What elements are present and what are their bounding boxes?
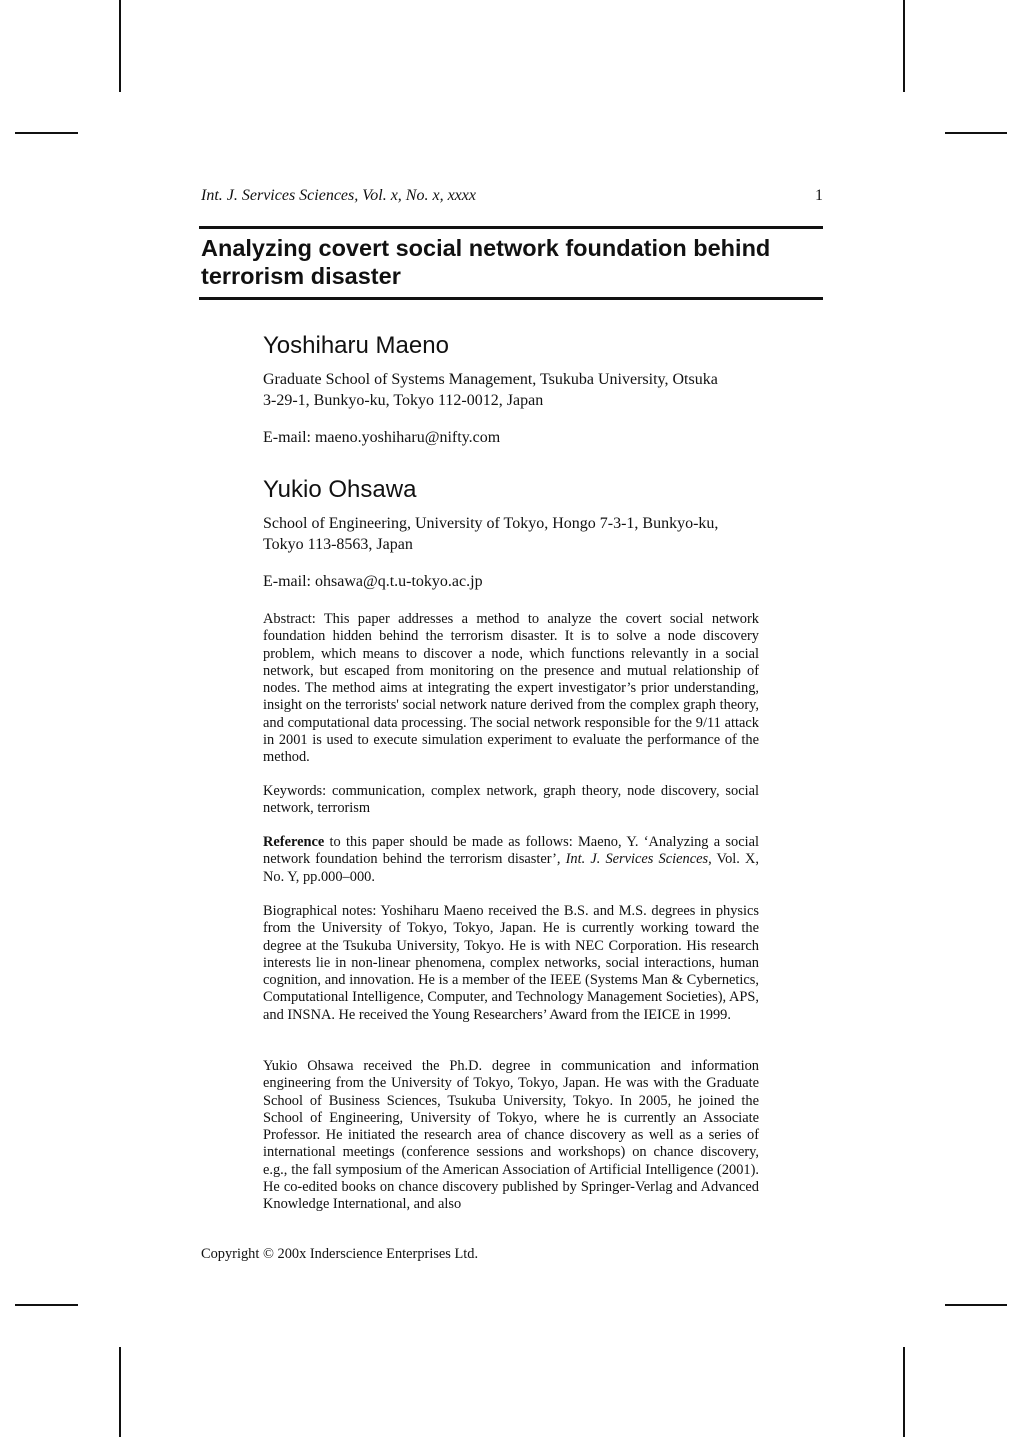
author-name: Yoshiharu Maeno [263, 332, 449, 359]
crop-mark-right-upper [945, 132, 1007, 134]
author-affiliation [263, 513, 759, 555]
affiliation-line-1: Graduate School of Systems Management, Tsukuba University, Otsuka [263, 371, 718, 388]
reference-label: Reference [263, 834, 325, 850]
biographical-notes-ohsawa: Yukio Ohsawa received the Ph.D. degree in communication and information engineering from the University of Tokyo, Tokyo, Japan. He was with the Graduate School of Business Sciences, Tsukuba University, Tokyo. In 2005, he joined the School of Engineering, University of Tokyo, where he is currently an Associate Professor. He initiated the research area of chance discovery as well as a series of international meetings (conference sessions and workshops) on chance discovery, e.g., the fall symposium of the American Association of Artificial Intelligence (2001). He co-edited books on chance discovery published by Springer-Verlag and Advanced Knowledge International, and also [263, 1058, 759, 1213]
running-head [201, 184, 823, 208]
author-block-1 [263, 331, 759, 448]
reference-journal: Int. J. Services Sciences [565, 851, 709, 868]
reference-text: to this paper should be made as follows: Maeno, Y. ‘Analyzing a social network foundation behind the terrorism disaster’, [263, 834, 759, 868]
crop-mark-top-right [903, 0, 905, 92]
reference-note [263, 834, 759, 886]
title-top-rule [199, 226, 823, 229]
author-email: E-mail: ohsawa@q.t.u-tokyo.ac.jp [263, 573, 483, 590]
crop-mark-right-lower [945, 1304, 1007, 1306]
crop-mark-top-left [119, 0, 121, 92]
crop-mark-left-upper [15, 132, 78, 134]
title-line-1: Analyzing covert social network foundation behind [201, 235, 771, 261]
copyright-notice: Copyright © 200x Inderscience Enterprises Ltd. [201, 1246, 479, 1262]
reference-volume: , Vol. X, No. Y, pp.000–000. [263, 851, 759, 885]
title-bottom-rule [199, 297, 823, 300]
biographical-notes-maeno: Biographical notes: Yoshiharu Maeno received the B.S. and M.S. degrees in physics from the University of Tokyo, Tokyo, Japan. He is currently working toward the degree at the Tsukuba University, Tokyo. He is with NEC Corporation. His research interests lie in non-linear phenomena, complex networks, social interactions, human cognition, and innovation. He is a member of the IEEE (Systems Man & Cybernetics, Computational Intelligence, Computer, and Technology Management Societies), APS, and INSNA. He received the Young Researchers’ Award from the IEICE in 1999. [263, 903, 759, 1023]
page-number: 1 [815, 187, 823, 204]
author-block-2 [263, 475, 759, 592]
affiliation-line-2: Tokyo 113-8563, Japan [263, 536, 413, 553]
crop-mark-bottom-left [119, 1347, 121, 1437]
journal-citation: Int. J. Services Sciences, Vol. x, No. x, xxxx [201, 187, 476, 204]
author-email: E-mail: maeno.yoshiharu@nifty.com [263, 429, 501, 446]
abstract: Abstract: This paper addresses a method to analyze the covert social network foundation hidden behind the terrorism disaster. It is to solve a node discovery problem, which means to discover a node, which functions relevantly in a social network, but escaped from monitoring on the presence and mutual relationship of nodes. The method aims at integrating the expert investigator’s prior understanding, insight on the terrorists' social network nature derived from the complex graph theory, and computational data processing. The social network responsible for the 9/11 attack in 2001 is used to execute simulation experiment to evaluate the performance of the method. [263, 611, 759, 766]
affiliation-line-2: 3-29-1, Bunkyo-ku, Tokyo 112-0012, Japan [263, 392, 544, 409]
keywords: Keywords: communication, complex network, graph theory, node discovery, social network, terrorism [263, 783, 759, 817]
crop-mark-bottom-right [903, 1347, 905, 1437]
affiliation-line-1: School of Engineering, University of Tokyo, Hongo 7-3-1, Bunkyo-ku, [263, 515, 719, 532]
crop-mark-left-lower [15, 1304, 78, 1306]
title-line-2: terrorism disaster [201, 263, 401, 289]
author-name: Yukio Ohsawa [263, 476, 417, 503]
paper-title [201, 234, 823, 290]
author-affiliation [263, 369, 759, 411]
